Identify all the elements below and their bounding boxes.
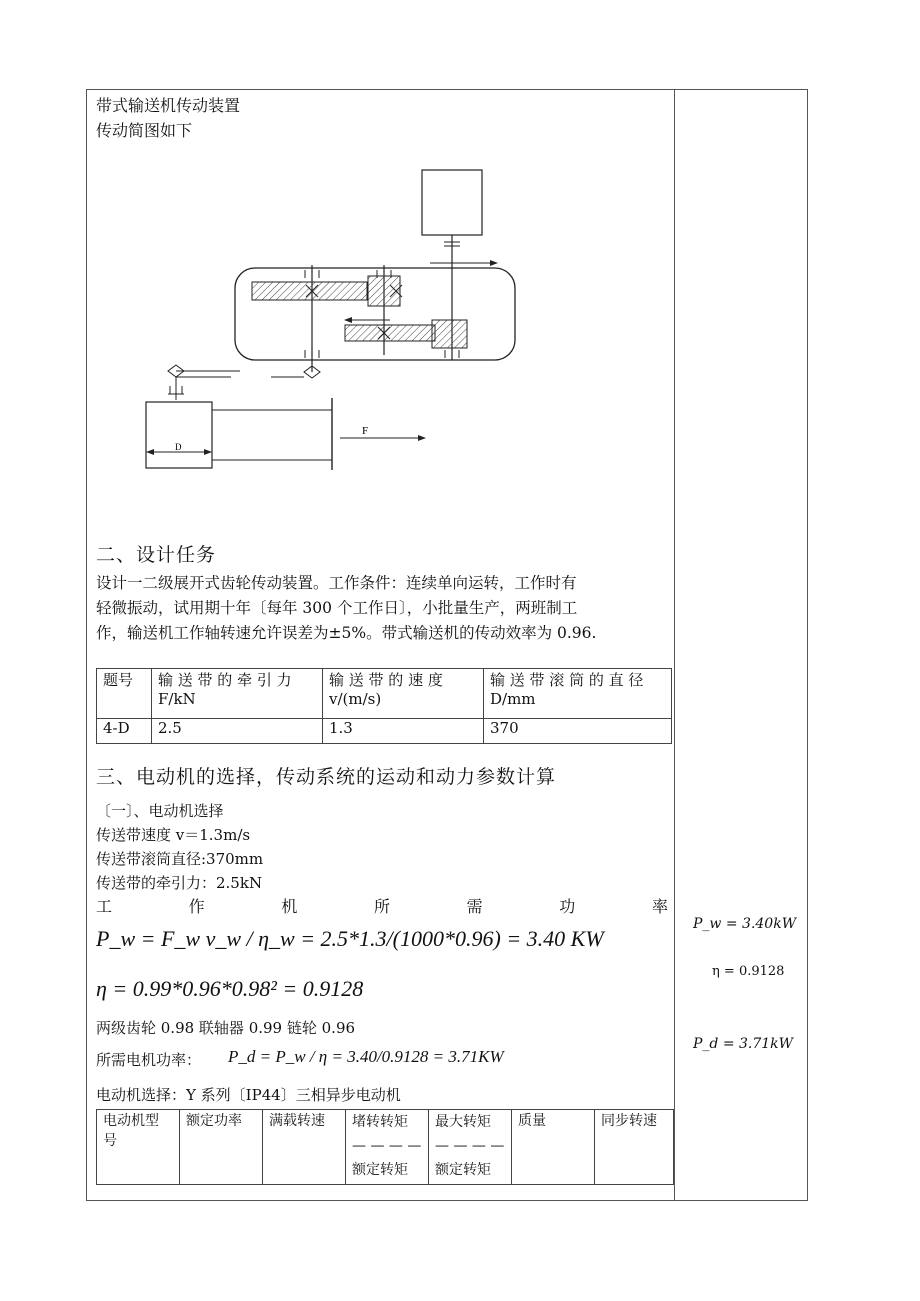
table-row: [97, 669, 672, 719]
gear-small-1: [368, 276, 400, 306]
formula-pd: P_d = P_w / η = 3.40/0.9128 = 3.71KW: [228, 1047, 504, 1066]
motor-header-cell: 电动机型 号: [97, 1110, 180, 1185]
efficiency-values: 两级齿轮 0.98 联轴器 0.99 链轮 0.96: [96, 1019, 356, 1037]
power-needed-spread: 工 作 机 所 需 功 率: [96, 897, 668, 916]
transmission-diagram: [140, 160, 540, 480]
params-header-cell: 题号: [97, 669, 152, 719]
params-cell: 4-D: [97, 719, 152, 744]
drum-diameter: 传送带滚筒直径:370mm: [96, 850, 264, 868]
params-cell: 1.3: [323, 719, 484, 744]
params-header-cell: 输 送 带 的 速 度 v/(m/s): [323, 669, 484, 719]
motor-selection-text: 电动机选择：Y 系列〔IP44〕三相异步电动机: [96, 1086, 401, 1104]
params-cell: 370: [484, 719, 672, 744]
motor-header-cell: 质量: [512, 1110, 595, 1185]
gear-small-2: [432, 320, 467, 348]
task-paragraph-line3: 作，输送机工作轴转速允许误差为±5%。带式输送机的传动效率为 0.96.: [96, 624, 597, 642]
params-header-cell: 输 送 带 的 牵 引 力 F/kN: [152, 669, 323, 719]
task-paragraph-line2: 轻微振动，试用期十年〔每年 300 个工作日〕，小批量生产，两班制工: [96, 599, 578, 617]
formula-pw: P_w = F_w v_w / η_w = 2.5*1.3/(1000*0.96) = 3.40 KW: [96, 926, 604, 951]
results-column-divider: [674, 89, 675, 1201]
section3-heading: 三、电动机的选择，传动系统的运动和动力参数计算: [96, 766, 557, 788]
params-table: [96, 668, 672, 744]
params-header-cell: 输 送 带 滚 筒 的 直 径 D/mm: [484, 669, 672, 719]
belt-force: 传送带的牵引力：2.5kN: [96, 874, 263, 892]
motor-header-cell: 堵转转矩 — — — — 额定转矩: [346, 1110, 429, 1185]
task-paragraph-line1: 设计一二级展开式齿轮传动装置。工作条件：连续单向运转，工作时有: [96, 574, 577, 592]
motor-header-cell: 满载转速: [263, 1110, 346, 1185]
conveyor-drum: [146, 402, 212, 468]
doc-subtitle: 传动简图如下: [96, 121, 193, 140]
motor-header-cell: 同步转速: [595, 1110, 674, 1185]
params-cell: 2.5: [152, 719, 323, 744]
section2-heading: 二、设计任务: [96, 544, 217, 566]
table-row: [97, 719, 672, 744]
result-eta: η = 0.9128: [712, 964, 785, 979]
motor-header-cell: 最大转矩 — — — — 额定转矩: [429, 1110, 512, 1185]
force-label: F: [362, 425, 369, 437]
motor-header-cell: 额定功率: [180, 1110, 263, 1185]
doc-title: 带式输送机传动装置: [96, 96, 241, 115]
motor-table: [96, 1109, 674, 1185]
motor-body: [422, 170, 482, 235]
result-pw: P_w = 3.40kW: [693, 916, 797, 932]
table-row: [97, 1110, 674, 1185]
diameter-label: D: [175, 442, 182, 452]
subsection-motor-selection: 〔一〕、电动机选择: [96, 802, 224, 820]
gear-large-1: [252, 282, 367, 300]
belt-speed: 传送带速度 v＝1.3m/s: [96, 826, 251, 844]
formula-eta: η = 0.99*0.96*0.98² = 0.9128: [96, 976, 364, 1001]
required-power-label: 所需电机功率：: [96, 1051, 202, 1069]
result-pd: P_d = 3.71kW: [693, 1036, 794, 1052]
